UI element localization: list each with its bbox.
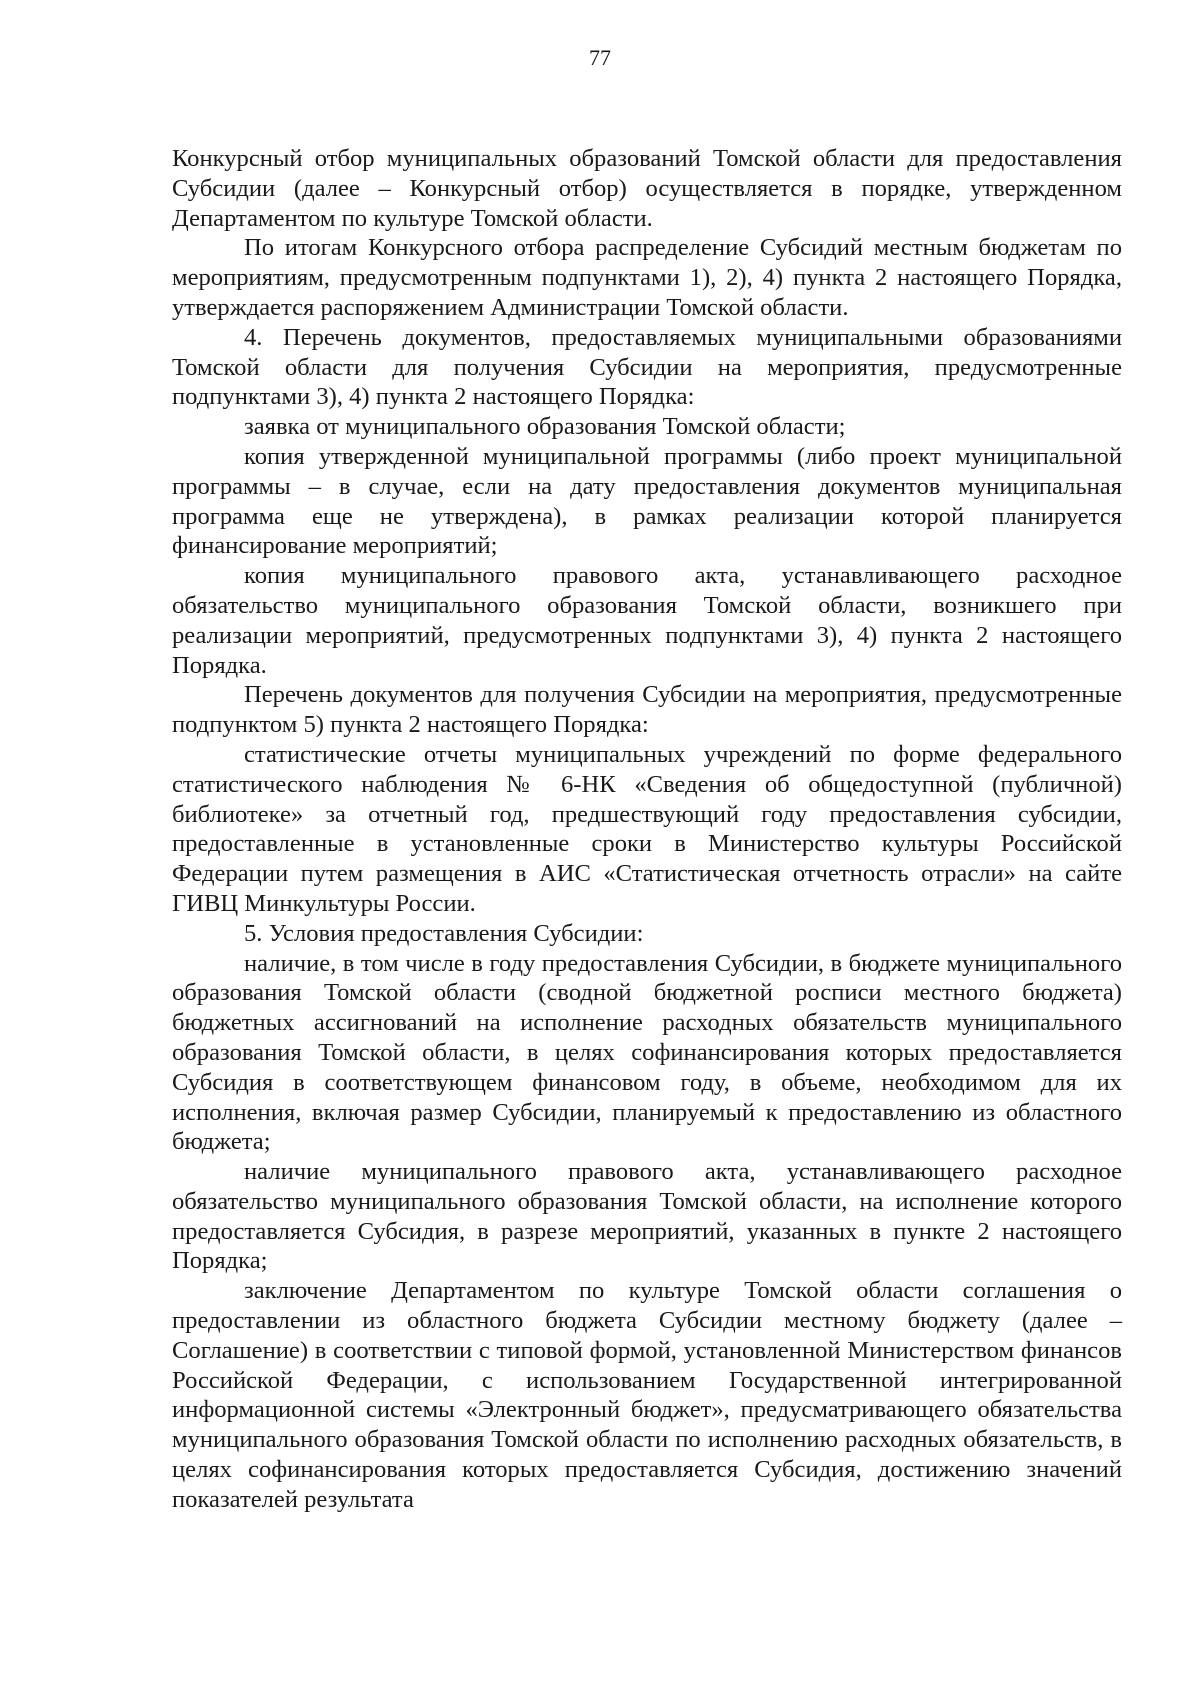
paragraph-11: наличие муниципального правового акта, устанавливающего расходное обязательство муниципального образования Томской области, на исполнение которого предоставляется Субсидия, в разрезе мероприятий, указанных в пункте 2 настоящего Порядка; (172, 1158, 1122, 1275)
paragraph-5: копия утвержденной муниципальной программы (либо проект муниципальной программы – в случае, если на дату предоставления документов муниципальная программа еще не утверждена), в рамках реализации которой планируется финансирование мероприятий; (172, 442, 1122, 560)
paragraph-8: статистические отчеты муниципальных учреждений по форме федерального статистического наблюдения № 6-НК «Сведения об общедоступной (публичной) библиотеке» за отчетный год, предшествующий году предоставления субсидии, предоставленные в установленные сроки в Министерство культуры Российской Федерации путем размещения в АИС «Статистическая отчетность отрасли» на сайте ГИВЦ Минкультуры России. (172, 740, 1122, 917)
paragraph-12: заключение Департаментом по культуре Томской области соглашения о предоставлении из областного бюджета Субсидии местному бюджету (далее – Соглашение) в соответствии с типовой формой, установленной Министерством финансов Российской Федерации, с использованием Государственной интегрированной информационной системы «Электронный бюджет», предусматривающего обязательства муниципального образования Томской области по исполнению расходных обязательств, в целях софинансирования которых предоставляется Субсидия, достижению значений показателей результата (172, 1277, 1122, 1513)
paragraph-4: заявка от муниципального образования Томской области; (244, 413, 846, 441)
document-body (172, 144, 1122, 1515)
paragraph-10: наличие, в том числе в году предоставления Субсидии, в бюджете муниципального образования Томской области (сводной бюджетной росписи местного бюджета) бюджетных ассигнований на исполнение расходных обязательств муниципального образования Томской области, в целях софинансирования которых предоставляется Субсидия в соответствующем финансовом году, в объеме, необходимом для их исполнения, включая размер Субсидии, планируемый к предоставлению из областного бюджета; (172, 949, 1122, 1156)
paragraph-2: По итогам Конкурсного отбора распределение Субсидий местным бюджетам по мероприятиям, предусмотренным подпунктами 1), 2), 4) пункта 2 настоящего Порядка, утверждается распоряжением Администрации Томской области. (172, 234, 1122, 321)
paragraph-1: Конкурсный отбор муниципальных образований Томской области для предоставления Субсидии (далее – Конкурсный отбор) осуществляется в порядке, утвержденном Департаментом по культуре Томской области. (172, 145, 1122, 232)
paragraph-9: 5. Условия предоставления Субсидии: (244, 919, 644, 947)
page-number: 77 (589, 45, 611, 70)
paragraph-7: Перечень документов для получения Субсидии на мероприятия, предусмотренные подпунктом 5) пункта 2 настоящего Порядка: (172, 681, 1122, 739)
paragraph-3: 4. Перечень документов, предоставляемых муниципальными образованиями Томской области для получения Субсидии на мероприятия, предусмотренные подпунктами 3), 4) пункта 2 настоящего Порядка: (172, 323, 1122, 411)
paragraph-6: копия муниципального правового акта, устанавливающего расходное обязательство муниципального образования Томской области, возникшего при реализации мероприятий, предусмотренных подпунктами 3), 4) пункта 2 настоящего Порядка. (172, 562, 1122, 679)
